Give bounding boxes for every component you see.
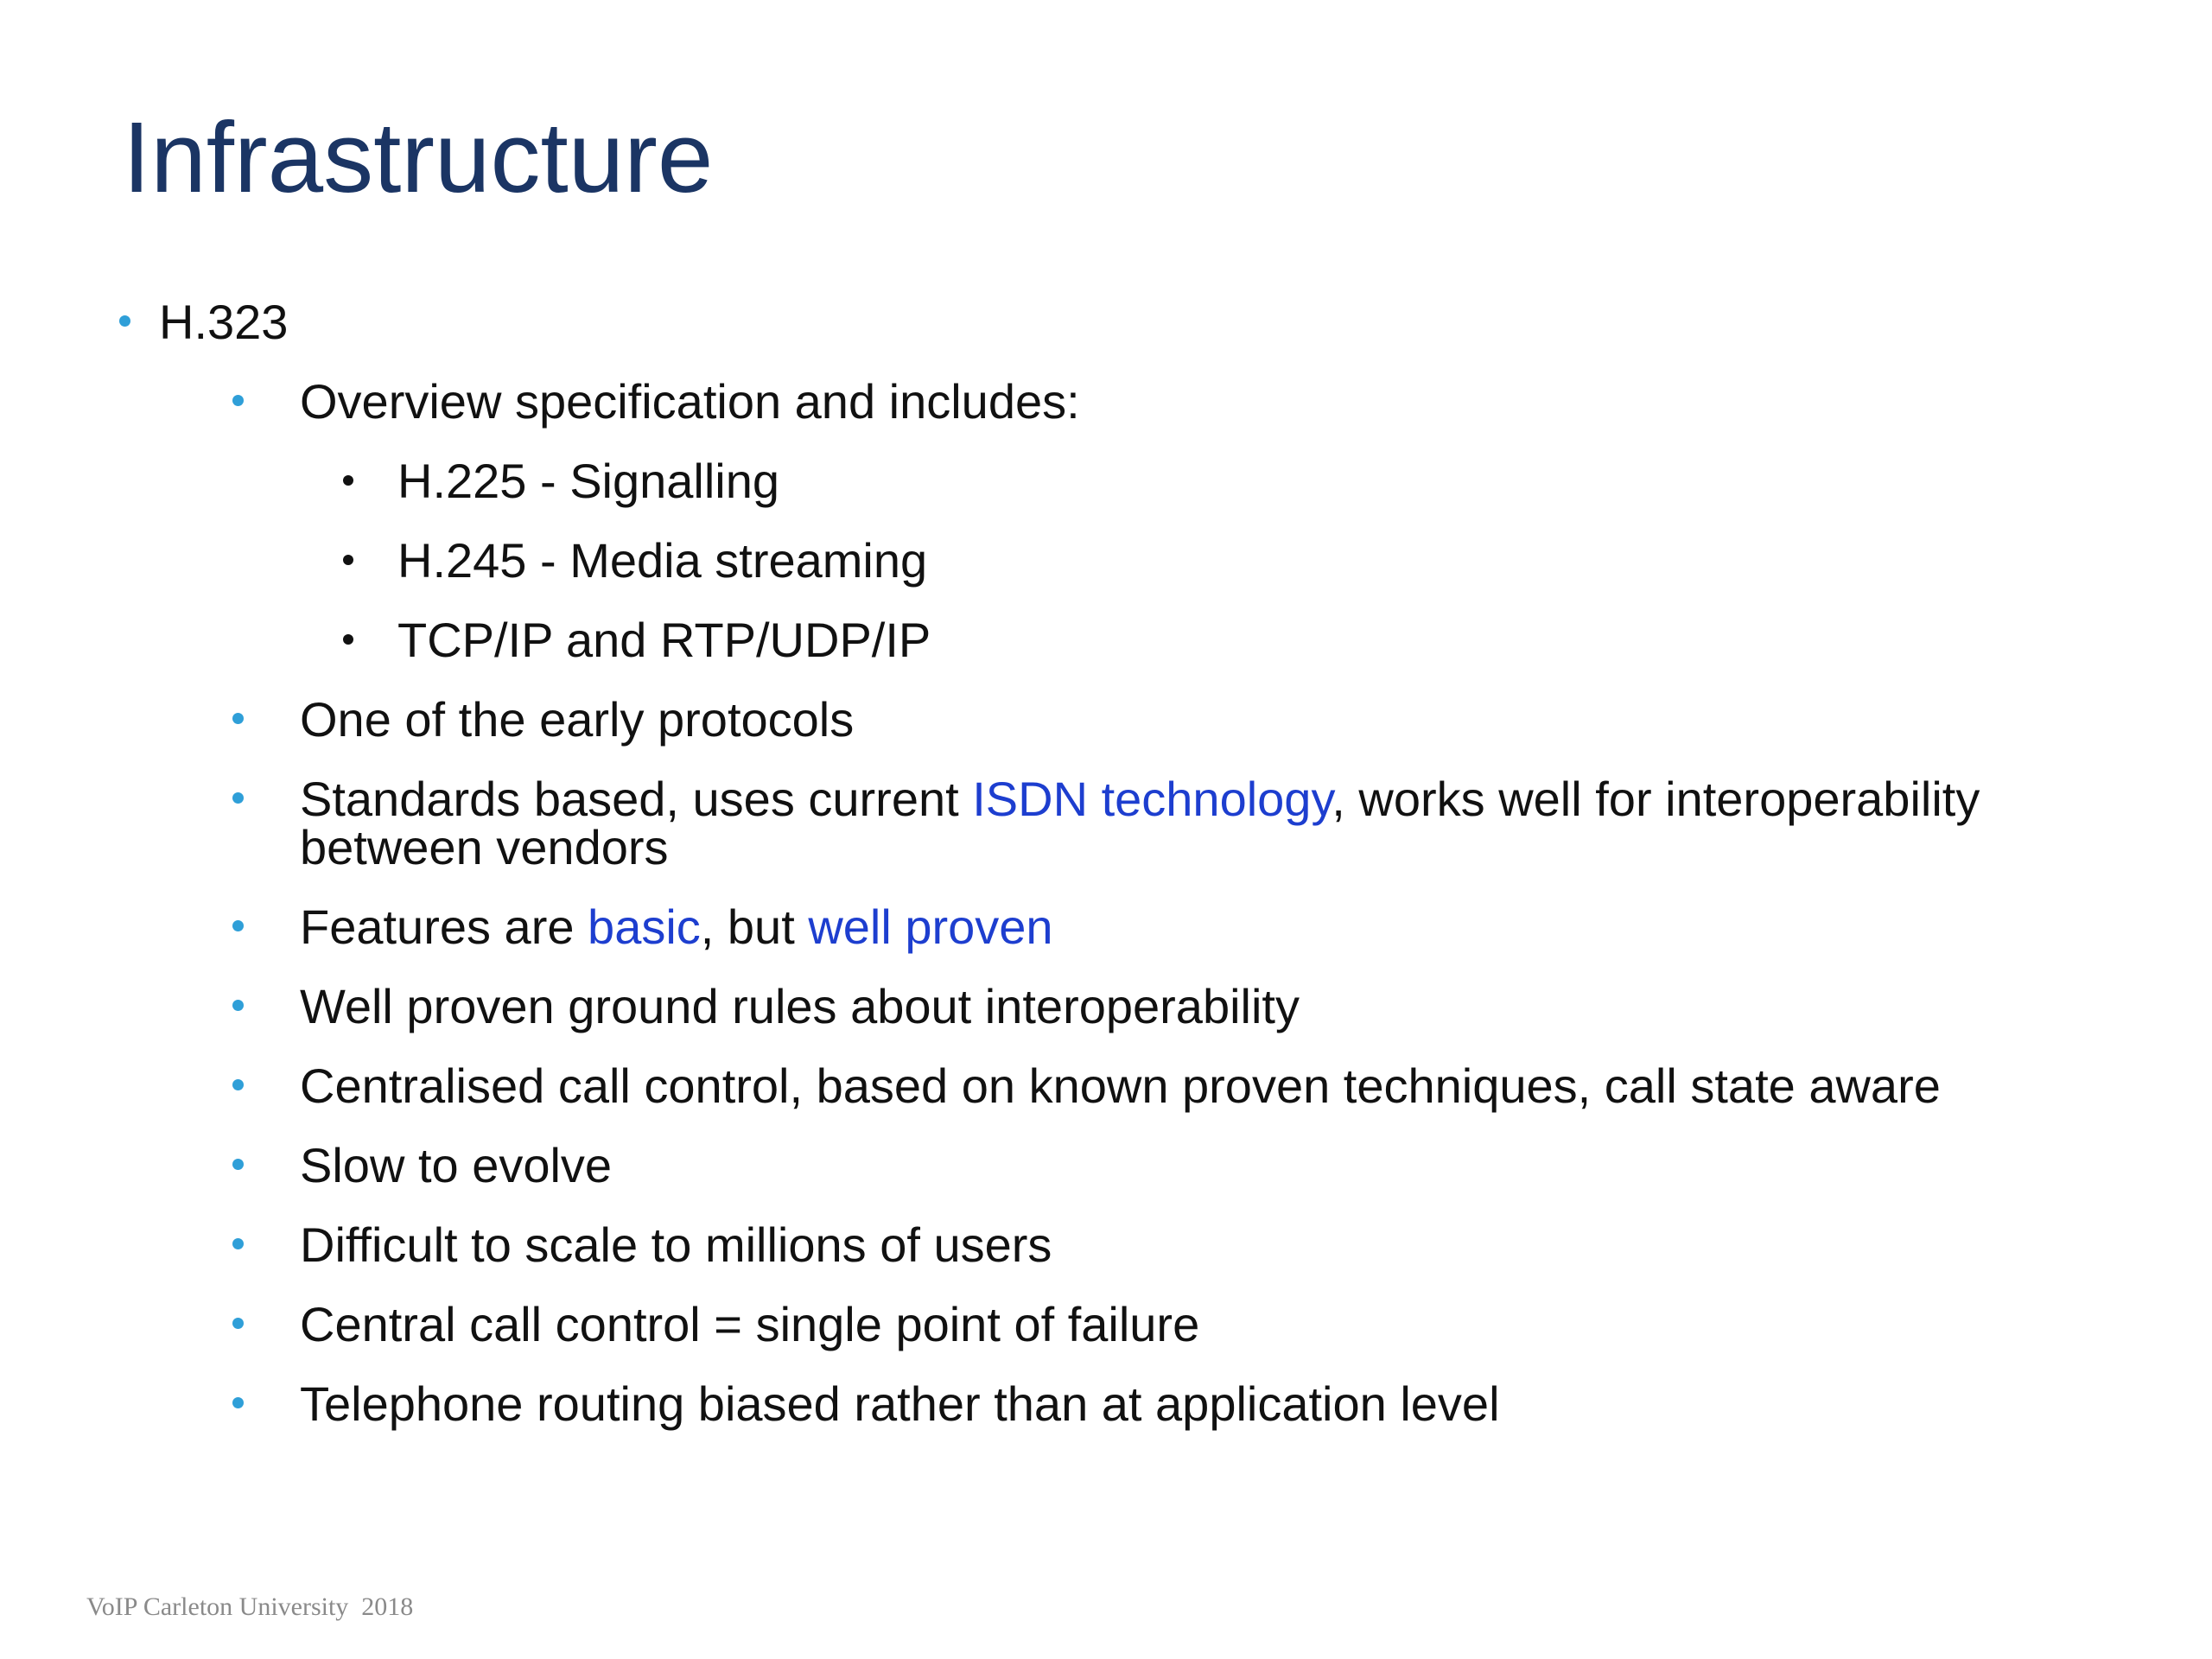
bullet-text: Centralised call control, based on known proven techniques, call state aware xyxy=(300,1058,1941,1113)
sub-bullet-h245 xyxy=(341,533,928,588)
bullet-dot xyxy=(232,1079,244,1090)
bullet-difficult-scale xyxy=(229,1217,1052,1272)
sub-bullet-h225 xyxy=(341,454,780,508)
basic-link[interactable]: basic xyxy=(588,899,701,954)
bullet-slow-evolve xyxy=(229,1138,613,1192)
bullet-dot xyxy=(232,1318,244,1329)
bullet-dot xyxy=(343,634,353,645)
text-segment: Standards based, uses current xyxy=(300,772,973,826)
bullet-text: Slow to evolve xyxy=(300,1138,613,1192)
bullet-early-protocols xyxy=(229,692,855,747)
bullet-text xyxy=(300,899,1053,954)
slide-footer: VoIP Carleton University 2018 xyxy=(86,1592,414,1621)
bullet-text: Overview specification and includes: xyxy=(300,374,1080,429)
bullet-h323 xyxy=(116,295,289,349)
bullet-dot xyxy=(232,920,244,931)
bullet-text: H.323 xyxy=(159,295,289,349)
text-segment: , but xyxy=(700,899,809,954)
bullet-text: Telephone routing biased rather than at application level xyxy=(300,1376,1500,1431)
bullet-overview xyxy=(229,374,1080,429)
bullet-text xyxy=(300,772,2080,874)
bullet-single-point-failure xyxy=(229,1297,1200,1351)
bullet-dot xyxy=(119,315,130,327)
bullet-dot xyxy=(343,555,353,565)
bullet-text: H.245 - Media streaming xyxy=(397,533,928,588)
bullet-dot xyxy=(343,475,353,486)
bullet-text: One of the early protocols xyxy=(300,692,855,747)
slide-title: Infrastructure xyxy=(123,101,714,213)
bullet-centralised-control xyxy=(229,1058,1941,1113)
bullet-text: Central call control = single point of failure xyxy=(300,1297,1200,1351)
bullet-dot xyxy=(232,1238,244,1249)
bullet-features xyxy=(229,899,1053,954)
bullet-text: TCP/IP and RTP/UDP/IP xyxy=(397,613,931,667)
bullet-dot xyxy=(232,1397,244,1408)
bullet-telephone-routing xyxy=(229,1376,1500,1431)
sub-bullet-tcpip xyxy=(341,613,931,667)
isdn-technology-link[interactable]: ISDN technology xyxy=(972,772,1332,826)
bullet-dot xyxy=(232,395,244,406)
bullet-text: H.225 - Signalling xyxy=(397,454,780,508)
bullet-ground-rules xyxy=(229,979,1300,1033)
text-segment: , works well for interoperability between vendors xyxy=(300,772,1980,874)
well-proven-link[interactable]: well proven xyxy=(808,899,1053,954)
bullet-text: Difficult to scale to millions of users xyxy=(300,1217,1052,1272)
bullet-dot xyxy=(232,1159,244,1170)
bullet-standards xyxy=(229,772,2080,874)
text-segment: Features are xyxy=(300,899,588,954)
bullet-dot xyxy=(232,713,244,724)
bullet-dot xyxy=(232,1000,244,1011)
bullet-dot xyxy=(232,792,244,804)
bullet-text: Well proven ground rules about interoperability xyxy=(300,979,1300,1033)
